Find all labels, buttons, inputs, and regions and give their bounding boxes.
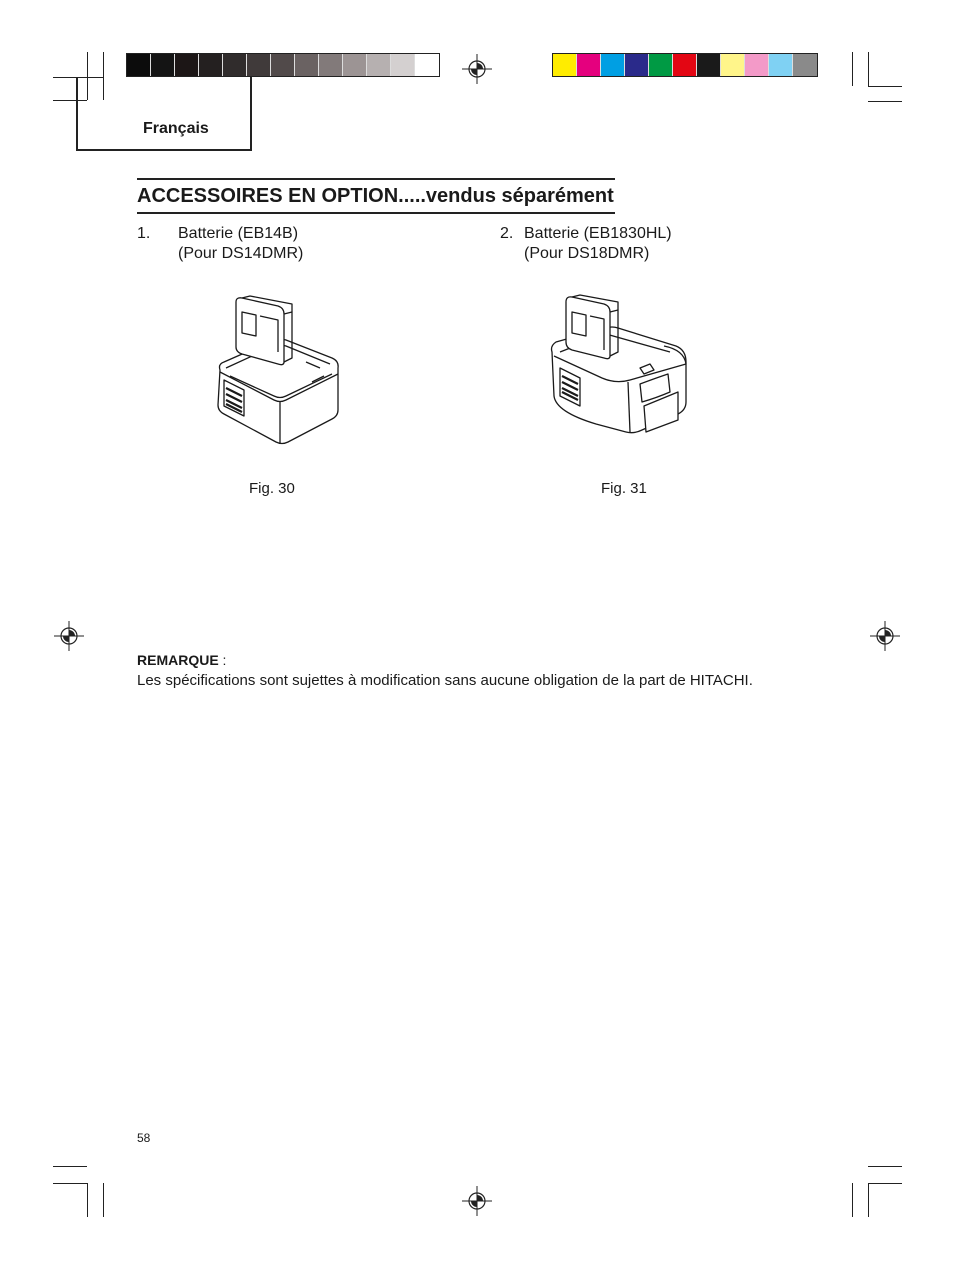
registration-mark-icon — [462, 54, 492, 84]
color-swatch — [793, 54, 817, 76]
color-swatch — [577, 54, 601, 76]
color-swatch — [391, 54, 415, 76]
color-swatch — [769, 54, 793, 76]
color-swatch — [367, 54, 391, 76]
color-swatch — [625, 54, 649, 76]
color-swatch — [697, 54, 721, 76]
section-title: ACCESSOIRES EN OPTION.....vendus séparément — [137, 185, 614, 207]
color-swatch — [247, 54, 271, 76]
color-swatch — [199, 54, 223, 76]
color-swatch — [127, 54, 151, 76]
color-swatch — [649, 54, 673, 76]
process-color-bar — [552, 53, 818, 77]
language-label: Français — [143, 120, 209, 137]
note-heading — [137, 652, 226, 668]
crop-mark — [868, 86, 902, 87]
color-swatch — [295, 54, 319, 76]
section-heading — [137, 178, 615, 214]
color-swatch — [721, 54, 745, 76]
crop-mark — [852, 52, 853, 86]
color-swatch — [601, 54, 625, 76]
item-use: (Pour DS14DMR) — [178, 245, 304, 262]
figure-caption: Fig. 31 — [601, 480, 647, 497]
item-number: 1. — [137, 225, 151, 242]
item-name: Batterie (EB14B) — [178, 225, 299, 242]
color-swatch — [673, 54, 697, 76]
crop-mark — [868, 101, 902, 102]
color-swatch — [415, 54, 439, 76]
color-swatch — [271, 54, 295, 76]
grayscale-color-bar — [126, 53, 440, 77]
item-number: 2. — [500, 225, 514, 242]
crop-mark — [103, 1183, 104, 1217]
crop-mark — [868, 1183, 902, 1184]
crop-mark — [53, 1183, 87, 1184]
item-name: Batterie (EB1830HL) — [524, 225, 672, 242]
color-swatch — [343, 54, 367, 76]
note-heading-label: REMARQUE — [137, 652, 219, 668]
registration-mark-icon — [462, 1186, 492, 1216]
color-swatch — [151, 54, 175, 76]
crop-mark — [868, 1183, 869, 1217]
registration-mark-icon — [870, 621, 900, 651]
crop-mark — [53, 1166, 87, 1167]
page-number: 58 — [137, 1131, 151, 1145]
note-text: Les spécifications sont sujettes à modification sans aucune obligation de la part de HITACHI. — [137, 672, 753, 689]
language-tab — [76, 77, 252, 151]
figure-caption: Fig. 30 — [249, 480, 295, 497]
color-swatch — [175, 54, 199, 76]
crop-mark — [852, 1183, 853, 1217]
color-swatch — [553, 54, 577, 76]
color-swatch — [319, 54, 343, 76]
battery-eb1830hl-illustration — [546, 292, 692, 440]
item-use: (Pour DS18DMR) — [524, 245, 650, 262]
note-separator: : — [218, 652, 227, 668]
crop-mark — [87, 1183, 88, 1217]
crop-mark — [868, 52, 869, 86]
battery-eb14b-illustration — [212, 292, 344, 450]
color-swatch — [223, 54, 247, 76]
crop-mark — [868, 1166, 902, 1167]
registration-mark-icon — [54, 621, 84, 651]
color-swatch — [745, 54, 769, 76]
